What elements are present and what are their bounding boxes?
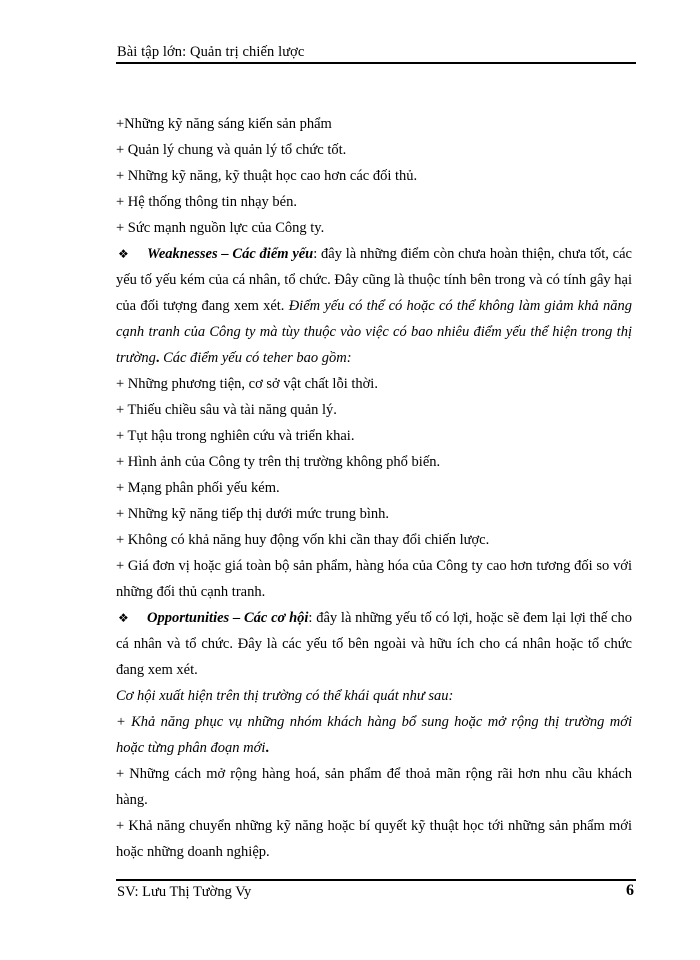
weaknesses-bold-period: .: [155, 350, 160, 366]
weaknesses-term: Weaknesses – Các điểm yếu: [147, 246, 314, 262]
list-item: + Những cách mở rộng hàng hoá, sản phẩm để thoả mãn rộng rãi hơn nhu cầu khách hàng.: [116, 766, 632, 808]
list-item: + Khả năng chuyển những kỹ năng hoặc bí quyết kỹ thuật học tới những sản phẩm mới hoặc những doanh nghiệp.: [116, 818, 632, 860]
opportunities-intro: Cơ hội xuất hiện trên thị trường có thể khái quát như sau:: [116, 688, 454, 704]
list-item: + Giá đơn vị hoặc giá toàn bộ sản phẩm, hàng hóa của Công ty cao hơn tương đối so với những đối thủ cạnh tranh.: [116, 558, 632, 600]
list-item: + Những phương tiện, cơ sở vật chất lỗi thời.: [116, 376, 378, 392]
list-item: + Tụt hậu trong nghiên cứu và triển khai.: [116, 428, 355, 444]
opportunities-definition: : đây là những yếu tố có lợi, hoặc sẽ đem lại lợi thế cho cá nhân và tổ chức. Đây là các yếu tố bên ngoài và hữu ích cho cá nhân hoặc tổ chức đang xem xét.: [116, 610, 632, 678]
list-item: + Những kỹ năng, kỹ thuật học cao hơn các đối thủ.: [116, 168, 418, 184]
list-item: +Những kỹ năng sáng kiến sản phẩm: [116, 116, 332, 132]
weaknesses-definition: : đây là những điểm còn chưa hoàn thiện, chưa tốt, các yếu tố yếu kém của cá nhân, tổ chức. Đây cũng là thuộc tính bên trong và có tính gây hại của đối tượng đang xem xét.: [116, 246, 633, 314]
header-rule: [116, 62, 636, 64]
weaknesses-italic-text: Điểm yếu có thể có hoặc có thể không làm giảm khả năng cạnh tranh của Công ty mà tùy thuộc vào việc có bao nhiêu điểm yếu thể hiện trong thị trường: [116, 298, 632, 366]
diamond-bullet-icon: ❖: [118, 611, 129, 625]
opportunity-item-bold-period: .: [265, 740, 269, 756]
list-item: + Mạng phân phối yếu kém.: [116, 480, 280, 496]
list-item: + Những kỹ năng tiếp thị dưới mức trung bình.: [116, 506, 390, 522]
list-item: + Hình ảnh của Công ty trên thị trường không phổ biến.: [116, 454, 441, 470]
opportunities-term: Opportunities – Các cơ hội: [147, 610, 309, 626]
page-header-title: Bài tập lớn: Quản trị chiến lược: [117, 44, 305, 60]
diamond-bullet-icon: ❖: [118, 247, 129, 261]
list-item: + Không có khả năng huy động vốn khi cần thay đổi chiến lược.: [116, 532, 490, 548]
footer-rule: [116, 879, 636, 881]
document-body: [116, 111, 632, 865]
weaknesses-paragraph: [116, 241, 632, 371]
list-item: [116, 709, 632, 761]
footer-author: SV: Lưu Thị Tường Vy: [117, 884, 252, 900]
list-item: + Sức mạnh nguồn lực của Công ty.: [116, 220, 325, 236]
opportunities-paragraph: [116, 605, 632, 683]
opportunity-item-italic: + Khả năng phục vụ những nhóm khách hàng bổ sung hoặc mở rộng thị trường mới hoặc từng phân đoạn mới: [116, 714, 632, 756]
list-item: + Quản lý chung và quản lý tổ chức tốt.: [116, 142, 347, 158]
list-item: + Hệ thống thông tin nhạy bén.: [116, 194, 297, 210]
page-number: 6: [626, 882, 634, 899]
weaknesses-italic-tail: Các điểm yếu có teher bao gồm:: [159, 350, 352, 366]
list-item: + Thiếu chiều sâu và tài năng quản lý.: [116, 402, 337, 418]
